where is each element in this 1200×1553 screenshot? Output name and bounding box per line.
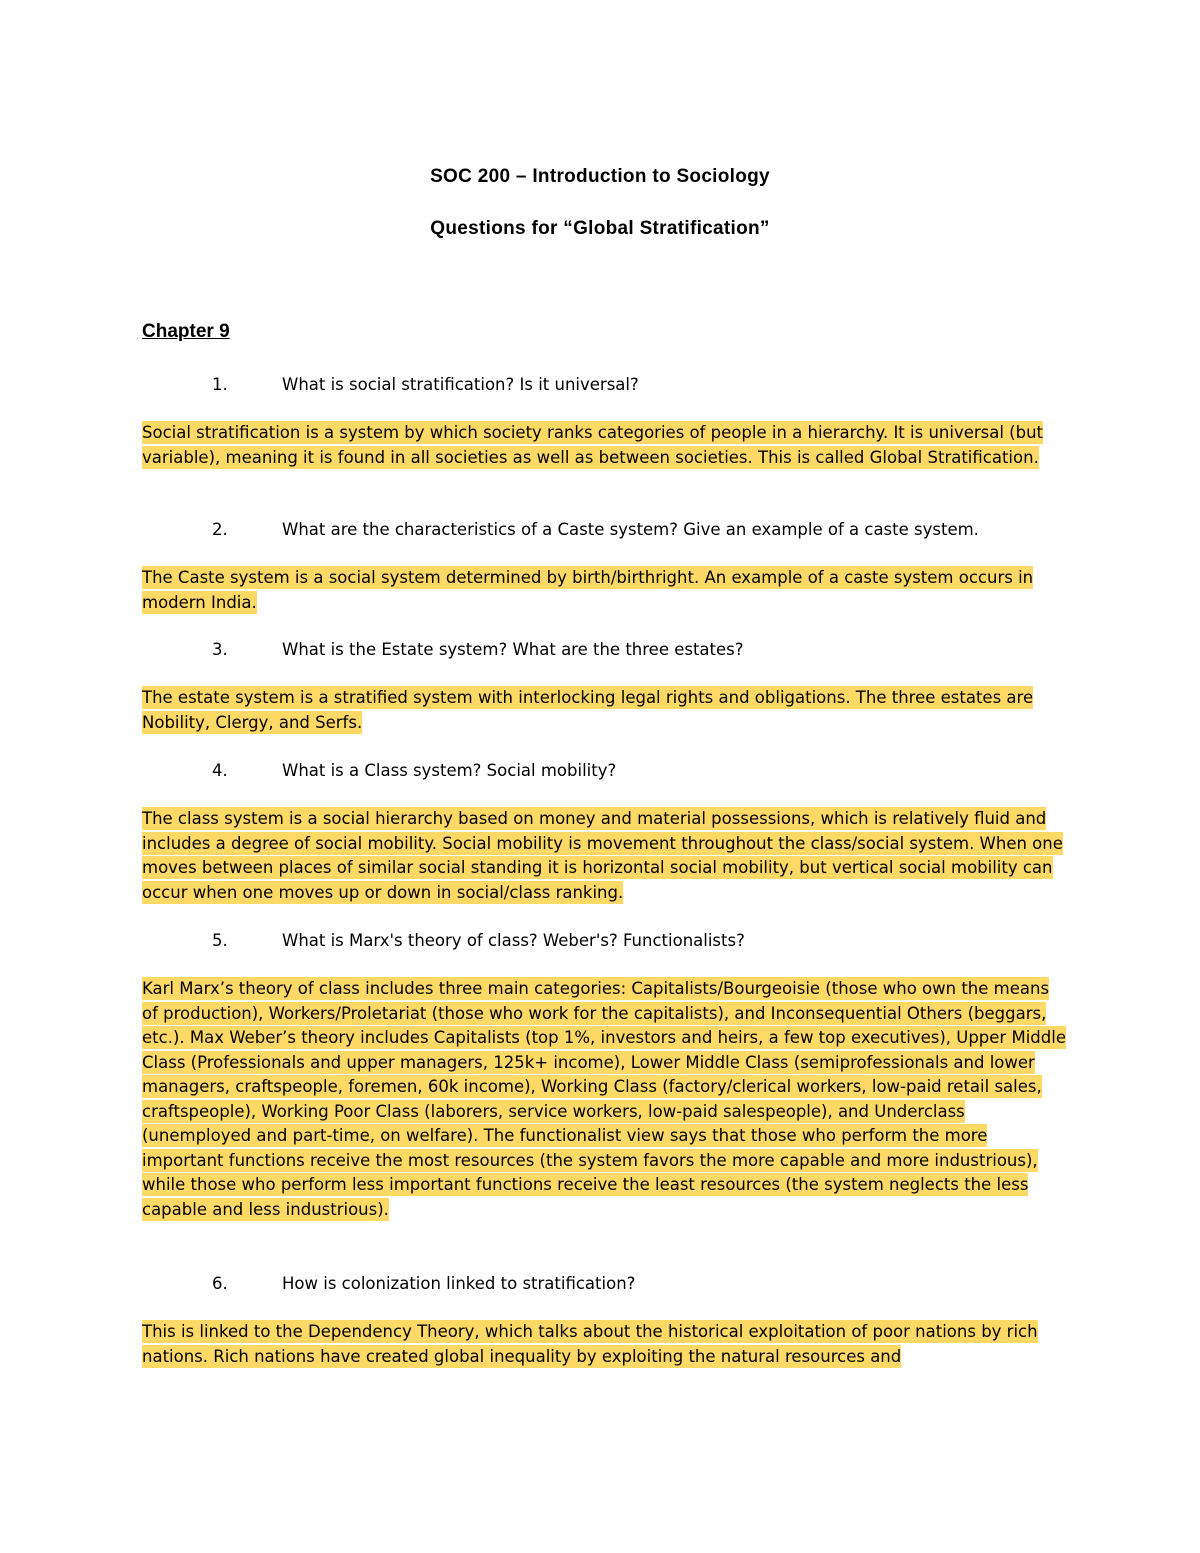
answer-text: Social stratification is a system by which society ranks categories of people in a hierarchy. It is universal (but variable), meaning it is found in all societies as well as between societies. This is called Global Stratification.	[142, 423, 1044, 467]
answer-text: The class system is a social hierarchy based on money and material possessions, which is relatively fluid and includes a degree of social mobility. Social mobility is movement throughout the class/social system. When one moves between places of similar social standing it is horizontal social mobility, but vertical social mobility can occur when one moves up or down in social/class ranking.	[142, 809, 1063, 902]
answer-text: Karl Marx’s theory of class includes three main categories: Capitalists/Bourgeoisie (those who own the means of production), Workers/Proletariat (those who work for the capitalists), and Inconsequential Others (beggars, etc.). Max Weber’s theory includes Capitalists (top 1%, investors and heirs, a few top executives), Upper Middle Class (Professionals and upper managers, 125k+ income), Lower Middle Class (semiprofessionals and lower managers, craftspeople, foremen, 60k income), Working Class (factory/clerical workers, low-paid retail sales, craftspeople), Working Poor Class (laborers, service workers, low-paid salespeople), and Underclass (unemployed and part-time, on welfare). The functionalist view says that those who perform the more important functions receive the most resources (the system favors the more capable and more industrious), while those who perform less important functions receive the least resources (the system neglects the less capable and less industrious).	[142, 979, 1066, 1219]
question-text: What are the characteristics of a Caste system? Give an example of a caste system.	[282, 520, 979, 539]
question-number: 2.	[212, 520, 228, 539]
question-text: How is colonization linked to stratification?	[282, 1274, 636, 1293]
question-text: What is Marx's theory of class? Weber's? Functionalists?	[282, 931, 745, 950]
question-text: What is the Estate system? What are the three estates?	[282, 640, 744, 659]
answer-text: This is linked to the Dependency Theory, which talks about the historical exploitation of poor nations by rich nations. Rich nations have created global inequality by exploiting the natural resources and	[142, 1322, 1038, 1366]
answer-text: The Caste system is a social system determined by birth/birthright. An example of a caste system occurs in modern India.	[142, 568, 1034, 612]
answer-text: The estate system is a stratified system with interlocking legal rights and obligations. The three estates are Nobility, Clergy, and Serfs.	[142, 688, 1034, 732]
question-text: What is a Class system? Social mobility?	[282, 761, 617, 780]
chapter-heading: Chapter 9	[142, 321, 230, 342]
answer-3	[142, 686, 1067, 735]
document-subtitle: Questions for “Global Stratification”	[430, 218, 770, 239]
question-number: 4.	[212, 761, 228, 780]
answer-5	[142, 977, 1067, 1222]
answer-2	[142, 566, 1067, 615]
question-number: 5.	[212, 931, 228, 950]
question-number: 6.	[212, 1274, 228, 1293]
question-number: 1.	[212, 375, 228, 394]
answer-1	[142, 421, 1067, 470]
question-number: 3.	[212, 640, 228, 659]
course-title: SOC 200 – Introduction to Sociology	[430, 166, 770, 187]
answer-4	[142, 807, 1067, 905]
question-text: What is social stratification? Is it universal?	[282, 375, 639, 394]
answer-6	[142, 1320, 1067, 1369]
